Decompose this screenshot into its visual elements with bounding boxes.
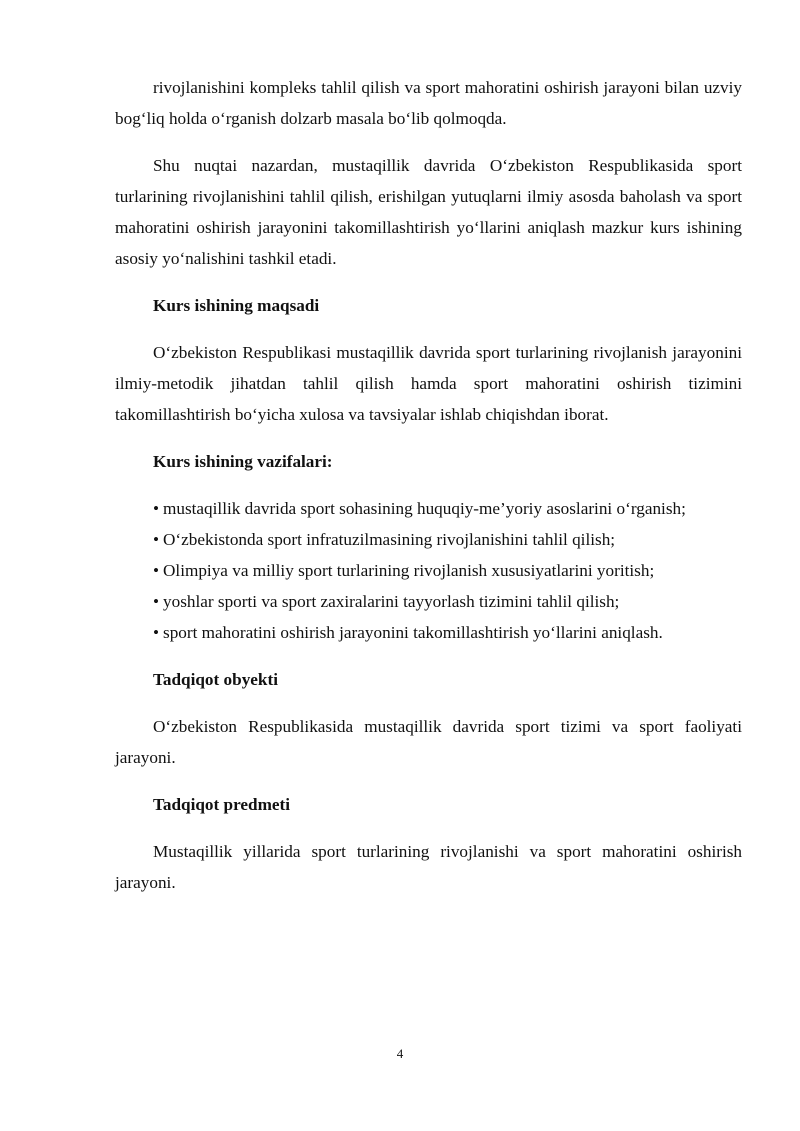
paragraph-research-subject: Mustaqillik yillarida sport turlarining rivojlanishi va sport mahoratini oshirish jarayoni. (115, 842, 742, 892)
paragraph-research-direction: Shu nuqtai nazardan, mustaqillik davrida O‘zbekiston Respublikasida sport turlarining rivojlanishini tahlil qilish, erishilgan yutuqlarni ilmiy asosda baholash va sport mahoratini oshirish jarayonini takomillashtirish yo‘llarini aniqlash mazkur kurs ishining asosiy yo‘nalishini tashkil etadi. (115, 156, 742, 268)
bullet-icon: • (153, 623, 160, 642)
list-item (115, 524, 742, 555)
paragraph-research-object: O‘zbekiston Respublikasida mustaqillik davrida sport tizimi va sport faoliyati jarayoni. (115, 717, 742, 767)
list-item (115, 493, 742, 524)
page-body (115, 72, 742, 914)
paragraph-intro-continuation: rivojlanishini kompleks tahlil qilish va sport mahoratini oshirish jarayoni bilan uzviy bog‘liq holda o‘rganish dolzarb masala bo‘lib qolmoqda. (115, 78, 742, 128)
list-item (115, 617, 742, 648)
heading-goal: Kurs ishining maqsadi (153, 296, 320, 315)
task-text: yoshlar sporti va sport zaxiralarini tayyorlash tizimini tahlil qilish; (163, 592, 620, 611)
task-text: sport mahoratini oshirish jarayonini takomillashtirish yo‘llarini aniqlash. (163, 623, 663, 642)
tasks-list (115, 493, 742, 648)
bullet-icon: • (153, 592, 160, 611)
heading-tasks: Kurs ishining vazifalari: (153, 452, 333, 471)
heading-research-object: Tadqiqot obyekti (153, 670, 278, 689)
list-item (115, 555, 742, 586)
task-text: Olimpiya va milliy sport turlarining rivojlanish xususiyatlarini yoritish; (163, 561, 655, 580)
task-text: mustaqillik davrida sport sohasining huquqiy-me’yoriy asoslarini o‘rganish; (163, 499, 686, 518)
heading-research-subject: Tadqiqot predmeti (153, 795, 291, 814)
page-number: 4 (396, 1046, 404, 1061)
bullet-icon: • (153, 530, 160, 549)
bullet-icon: • (153, 561, 160, 580)
list-item (115, 586, 742, 617)
paragraph-goal: O‘zbekiston Respublikasi mustaqillik davrida sport turlarining rivojlanish jarayonini ilmiy-metodik jihatdan tahlil qilish hamda sport mahoratini oshirish tizimini takomillashtirish bo‘yicha xulosa va tavsiyalar ishlab chiqishdan iborat. (115, 343, 742, 424)
bullet-icon: • (153, 499, 160, 518)
task-text: O‘zbekistonda sport infratuzilmasining rivojlanishini tahlil qilish; (163, 530, 616, 549)
